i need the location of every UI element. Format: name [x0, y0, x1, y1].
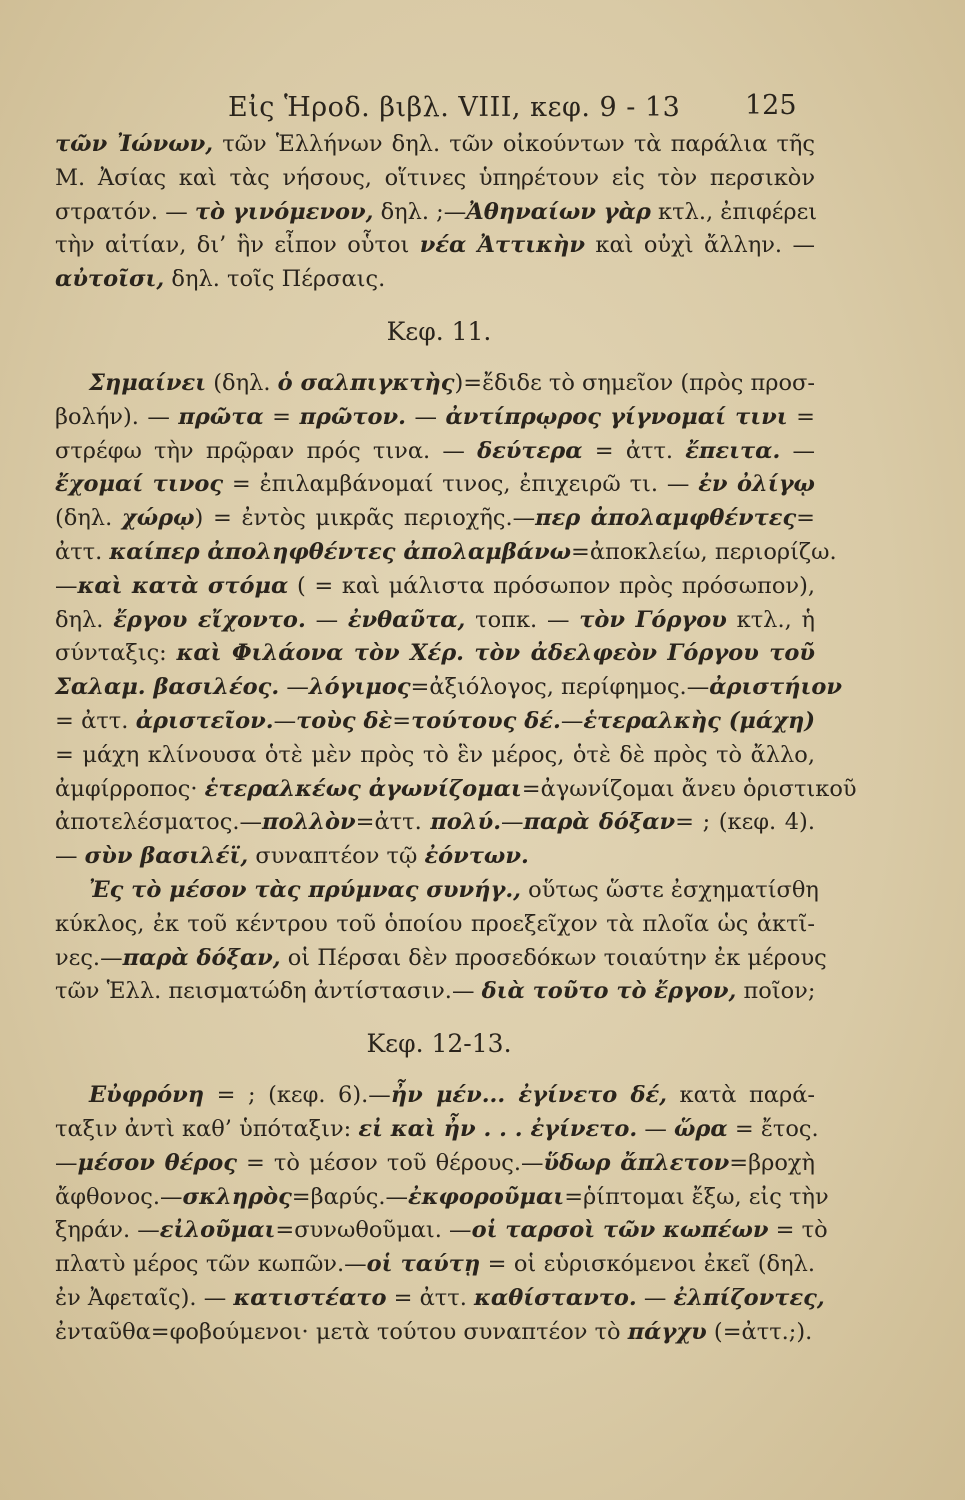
gloss-text: ἄφθονος.— — [55, 1183, 183, 1210]
gloss-text: = — [392, 707, 412, 734]
text-line — [55, 1079, 815, 1113]
gloss-text: οὕτως ὥστε ἐσχηματίσθη — [521, 876, 819, 903]
lemma-term: νέα Ἀττικὴν — [419, 232, 585, 259]
gloss-text: — — [273, 707, 297, 734]
gloss-text: συναπτέον τῷ — [248, 843, 425, 870]
lemma-term: ἐλπίζοντες, — [673, 1284, 825, 1311]
text-line — [55, 162, 815, 196]
gloss-text: — — [55, 572, 78, 599]
lemma-term: σκληρὸς — [182, 1183, 292, 1210]
text-line — [55, 196, 818, 230]
gloss-text: δηλ. τοῖς Πέρσαις. — [164, 266, 386, 293]
gloss-text: = ; (κεφ. 6).— — [204, 1082, 391, 1109]
text-line — [55, 1181, 829, 1215]
commentary-text — [55, 128, 857, 1350]
gloss-text: κατὰ παρά- — [667, 1082, 815, 1109]
gloss-text: τὴν αἰτίαν, δι’ ἣν εἶπον οὗτοι — [55, 232, 420, 259]
gloss-text: =ῥίπτομαι ἔξω, εἰς τὴν — [564, 1183, 829, 1210]
gloss-text: σύνταξις: — [55, 640, 177, 667]
text-line — [55, 1214, 828, 1248]
gloss-text: = — [796, 505, 816, 532]
gloss-text: τοπκ. — — [465, 606, 580, 633]
gloss-text: — — [55, 1149, 78, 1176]
gloss-text: — — [780, 437, 815, 464]
lemma-term: ὁ σαλπιγκτὴς — [277, 369, 455, 396]
gloss-text: =ἀποκλείω, περιορίζω. — [571, 538, 837, 565]
gloss-text: στρέφω τὴν πρῷραν πρός τινα. — — [55, 437, 478, 464]
gloss-text: στρατόν. — — [55, 198, 195, 225]
lemma-term: καθίσταντο. — [474, 1284, 637, 1311]
gloss-text: (δηλ. — [55, 505, 122, 532]
lemma-term: ὕδωρ ἄπλετον — [543, 1149, 730, 1176]
lemma-term: καὶ κατὰ στόμα — [77, 572, 289, 599]
gloss-text: ξηράν. — — [55, 1217, 160, 1244]
gloss-text: ( = καὶ μάλιστα πρόσωπον πρὸς πρόσωπον), — [288, 572, 815, 599]
section-chapter-10 — [55, 128, 818, 297]
text-line — [55, 435, 815, 469]
gloss-text: οἱ Πέρσαι δὲν προσεδόκων τοιαύτην ἐκ μέρους — [280, 944, 827, 971]
page-header — [0, 92, 965, 128]
lemma-term: Εὐφρόνη — [89, 1082, 205, 1109]
lemma-term: ἐόντων. — [424, 843, 529, 870]
gloss-text: =ἀττ. — [355, 809, 431, 836]
lemma-term: μέσον θέρος — [77, 1149, 237, 1176]
text-line — [55, 671, 842, 705]
text-line — [55, 773, 857, 807]
gloss-text: = — [263, 403, 300, 430]
gloss-text: = τὸ — [768, 1217, 828, 1244]
text-line — [55, 468, 815, 502]
gloss-text: =ἀξιόλογος, περίφημος.— — [410, 674, 710, 701]
gloss-text: = ἀττ. — [55, 707, 136, 734]
text-line — [55, 604, 815, 638]
text-line — [55, 806, 815, 840]
lemma-term: ἀριστήιον — [709, 674, 842, 701]
gloss-text: = ἀττ. — [582, 437, 686, 464]
gloss-text: =βαρύς.— — [291, 1183, 409, 1210]
gloss-text: ποῖον; — [736, 978, 816, 1005]
lemma-term: τὸ γινόμενον, — [194, 198, 374, 225]
text-line — [55, 536, 837, 570]
lemma-term: περ ἀπολαμφθέντες — [535, 505, 797, 532]
gloss-text: =συνωθοῦμαι. — — [275, 1217, 472, 1244]
gloss-text: — — [501, 809, 524, 836]
gloss-text: κύκλος, ἐκ τοῦ κέντρου τοῦ ὁποίου προεξεῖχον τὰ πλοῖα ὡς ἀκτῖ- — [55, 910, 815, 937]
gloss-text: =ἀγωνίζομαι ἄνευ ὁριστικοῦ — [521, 775, 857, 802]
lemma-term: ἔργου εἴχοντο. — [113, 606, 306, 633]
gloss-text: — — [55, 843, 85, 870]
text-line — [55, 367, 815, 401]
gloss-text: ἀμφίρροπος· — [55, 775, 205, 802]
lemma-term: εἰλοῦμαι — [159, 1217, 276, 1244]
text-line — [55, 1316, 815, 1350]
lemma-term: πρῶτον. — [299, 403, 406, 430]
lemma-term: Σημαίνει — [89, 369, 207, 396]
lemma-term: δεύτερα — [477, 437, 583, 464]
section-chapter-11 — [55, 367, 857, 1009]
gloss-text: τῶν Ἑλλήνων δηλ. τῶν οἰκούντων τὰ παράλια τῆς — [213, 131, 816, 157]
gloss-text: = ; (κεφ. 4). — [675, 809, 815, 836]
chapter-heading-11: Κεφ. 11. — [386, 316, 492, 346]
gloss-text: =βροχὴ — [729, 1149, 815, 1176]
lemma-term: ἀντίπρῳρος γίγνομαί τινι — [445, 403, 788, 430]
lemma-term: τούτους δέ. — [411, 707, 561, 734]
gloss-text: )=ἔδιδε τὸ σημεῖον (πρὸς προσ- — [454, 369, 815, 396]
gloss-text: δηλ. ;— — [373, 198, 467, 225]
lemma-term: Σαλαμ. βασιλέος. — [55, 674, 280, 701]
lemma-term: ἑτεραλκέως ἀγωνίζομαι — [204, 775, 522, 802]
text-line — [55, 739, 815, 773]
text-line — [55, 1147, 815, 1181]
text-line — [55, 570, 815, 604]
lemma-term: κατιστέατο — [233, 1284, 387, 1311]
gloss-text: κτλ., ἡ — [726, 606, 816, 633]
gloss-text: ἐνταῦθα=φοβούμενοι· μετὰ τούτου συναπτέον τὸ — [55, 1318, 628, 1345]
gloss-text: νες.— — [55, 944, 123, 971]
gloss-text: Μ. Ἀσίας καὶ τὰς νήσους, οἵτινες ὑπηρέτουν εἰς τὸν περσικὸν — [55, 164, 815, 191]
text-line — [55, 128, 815, 162]
gloss-text: = — [787, 403, 815, 430]
gloss-text: καὶ οὐχὶ ἄλλην. — — [584, 232, 815, 259]
text-line — [55, 401, 815, 435]
text-line — [55, 840, 815, 874]
lemma-term: πολύ. — [430, 809, 502, 836]
running-head: Εἰς Ἡροδ. βιβλ. VIII, κεφ. 9 - 13 — [228, 92, 681, 123]
text-line — [55, 705, 815, 739]
lemma-term: τῶν Ἰώνων, — [55, 131, 214, 157]
gloss-text: = μάχη κλίνουσα ὁτὲ μὲν πρὸς τὸ ἓν μέρος, ὁτὲ δὲ πρὸς τὸ ἄλλο, — [55, 741, 815, 768]
lemma-term: ἀριστεῖον. — [135, 707, 274, 734]
lemma-term: εἰ καὶ ἦν . . . ἐγίνετο. — [358, 1115, 638, 1142]
lemma-term: ὥρα — [673, 1115, 728, 1142]
lemma-term: οἱ ταύτῃ — [366, 1251, 481, 1278]
lemma-term: αὐτοῖσι, — [55, 266, 165, 293]
lemma-term: Ἀθηναίων γὰρ — [466, 198, 651, 225]
text-line — [55, 942, 827, 976]
gloss-text: — — [636, 1284, 674, 1311]
text-line — [55, 263, 815, 297]
lemma-term: διὰ τοῦτο τὸ ἔργον, — [481, 978, 737, 1005]
lemma-term: καίπερ ἀποληφθέντες ἀπολαμβάνω — [109, 538, 571, 565]
gloss-text: — — [405, 403, 446, 430]
lemma-term: ἔχομαί τινος — [55, 471, 224, 498]
lemma-term: ἦν μέν... ἐγίνετο δέ, — [390, 1082, 668, 1109]
text-line — [55, 975, 815, 1009]
gloss-text: τῶν Ἑλλ. πεισματώδη ἀντίστασιν.— — [55, 978, 482, 1005]
gloss-text: — — [560, 707, 584, 734]
text-line — [55, 229, 815, 263]
text-line — [55, 1282, 825, 1316]
lemma-term: σὺν βασιλέϊ, — [84, 843, 249, 870]
lemma-term: καὶ Φιλάονα τὸν Χέρ. τὸν ἀδελφεὸν Γόργου τοῦ — [176, 640, 815, 667]
lemma-term: ἑτεραλκὴς (μάχη) — [583, 707, 815, 734]
text-line — [55, 1113, 819, 1147]
text-line — [55, 874, 819, 908]
gloss-text: (δηλ. — [206, 369, 278, 396]
lemma-term: τὸν Γόργου — [579, 606, 727, 633]
lemma-term: παρὰ δόξαν — [523, 809, 676, 836]
lemma-term: λόγιμος — [308, 674, 411, 701]
gloss-text: κτλ., ἐπιφέρει — [650, 198, 818, 225]
gloss-text: (=ἀττ.;). — [706, 1318, 813, 1345]
lemma-term: Ἐς τὸ μέσον τὰς πρύμνας συνήγ., — [89, 876, 521, 903]
gloss-text: ἀποτελέσματος.— — [55, 809, 262, 836]
gloss-text: = ἐπιλαμβάνομαί τινος, ἐπιχειρῶ τι. — — [223, 471, 699, 498]
chapter-heading-12-13: Κεφ. 12-13. — [366, 1029, 512, 1059]
lemma-term: ἐνθαῦτα, — [347, 606, 466, 633]
gloss-text: — — [279, 674, 309, 701]
lemma-term: οἱ ταρσοὶ τῶν κωπέων — [471, 1217, 769, 1244]
lemma-term: πάγχυ — [627, 1318, 707, 1345]
text-line — [55, 1248, 815, 1282]
gloss-text: = τὸ μέσον τοῦ θέρους.— — [236, 1149, 544, 1176]
gloss-text: = ἔτος. — [727, 1115, 819, 1142]
lemma-term: παρὰ δόξαν, — [122, 944, 281, 971]
gloss-text: = οἱ εὑρισκόμενοι ἐκεῖ (δηλ. — [480, 1251, 815, 1278]
page-number: 125 — [745, 90, 797, 121]
gloss-text: — — [305, 606, 348, 633]
gloss-text: βολήν). — — [55, 403, 179, 430]
text-line — [55, 908, 815, 942]
lemma-term: ἐν ὀλίγῳ — [698, 471, 815, 498]
section-chapter-12-13 — [55, 1079, 829, 1349]
gloss-text: ταξιν ἀντὶ καθ’ ὑπόταξιν: — [55, 1115, 359, 1142]
gloss-text: ἐν Ἀφεταῖς). — — [55, 1284, 234, 1311]
gloss-text: = ἀττ. — [386, 1284, 475, 1311]
lemma-term: ἐκφοροῦμαι — [408, 1183, 565, 1210]
gloss-text: — — [637, 1115, 674, 1142]
gloss-text: δηλ. — [55, 606, 114, 633]
lemma-term: τοὺς δὲ — [296, 707, 393, 734]
gloss-text: πλατὺ μέρος τῶν κωπῶν.— — [55, 1251, 367, 1278]
text-line — [55, 502, 815, 536]
text-line — [55, 637, 815, 671]
lemma-term: πολλὸν — [261, 809, 356, 836]
gloss-text: ἀττ. — [55, 538, 110, 565]
lemma-term: χώρῳ — [121, 505, 195, 532]
lemma-term: ἔπειτα. — [685, 437, 781, 464]
gloss-text: ) = ἐντὸς μικρᾶς περιοχῆς.— — [194, 505, 536, 532]
lemma-term: πρῶτα — [178, 403, 264, 430]
